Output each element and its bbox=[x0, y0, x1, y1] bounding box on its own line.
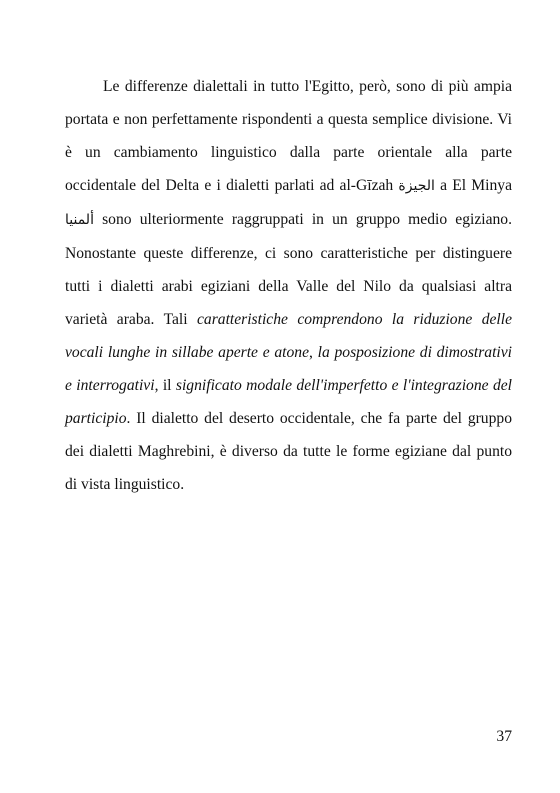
italic-feature-3: significato modale dell'imperfetto e l'integrazione del participio bbox=[65, 377, 512, 427]
text-segment-5: , il bbox=[154, 377, 176, 394]
body-paragraph bbox=[65, 70, 512, 501]
italic-feature-2: la posposizione di dimostrativi e interrogativi bbox=[65, 344, 512, 394]
text-segment-2: a El Minya bbox=[434, 177, 513, 194]
text-segment-1: Le differenze dialettali in tutto l'Egitto, però, sono di più ampia portata e non perfettamente rispondenti a questa semplice divisione. Vi è un cambiamento linguistico dalla parte orientale alla parte occidentale del Delta e i dialetti parlati ad al-Gīzah bbox=[65, 78, 512, 194]
text-segment-4: , bbox=[309, 344, 318, 361]
arabic-term-minya: ألمنيا bbox=[65, 212, 94, 228]
page-number: 37 bbox=[496, 728, 512, 745]
arabic-term-gizah: الجيزة bbox=[398, 178, 435, 194]
text-segment-6: . Il dialetto del deserto occidentale, che fa parte del gruppo dei dialetti Maghrebini, è diverso da tutte le forme egiziane dal punto di vista linguistico. bbox=[65, 410, 512, 493]
text-segment-3: sono ulteriormente raggruppati in un gruppo medio egiziano. Nonostante queste differenze, ci sono caratteristiche per distinguere tutti i dialetti arabi egiziani della Valle del Nilo da qualsiasi altra varietà araba. Tali bbox=[65, 211, 512, 328]
italic-feature-1: caratteristiche comprendono la riduzione delle vocali lunghe in sillabe aperte e atone bbox=[65, 311, 512, 361]
